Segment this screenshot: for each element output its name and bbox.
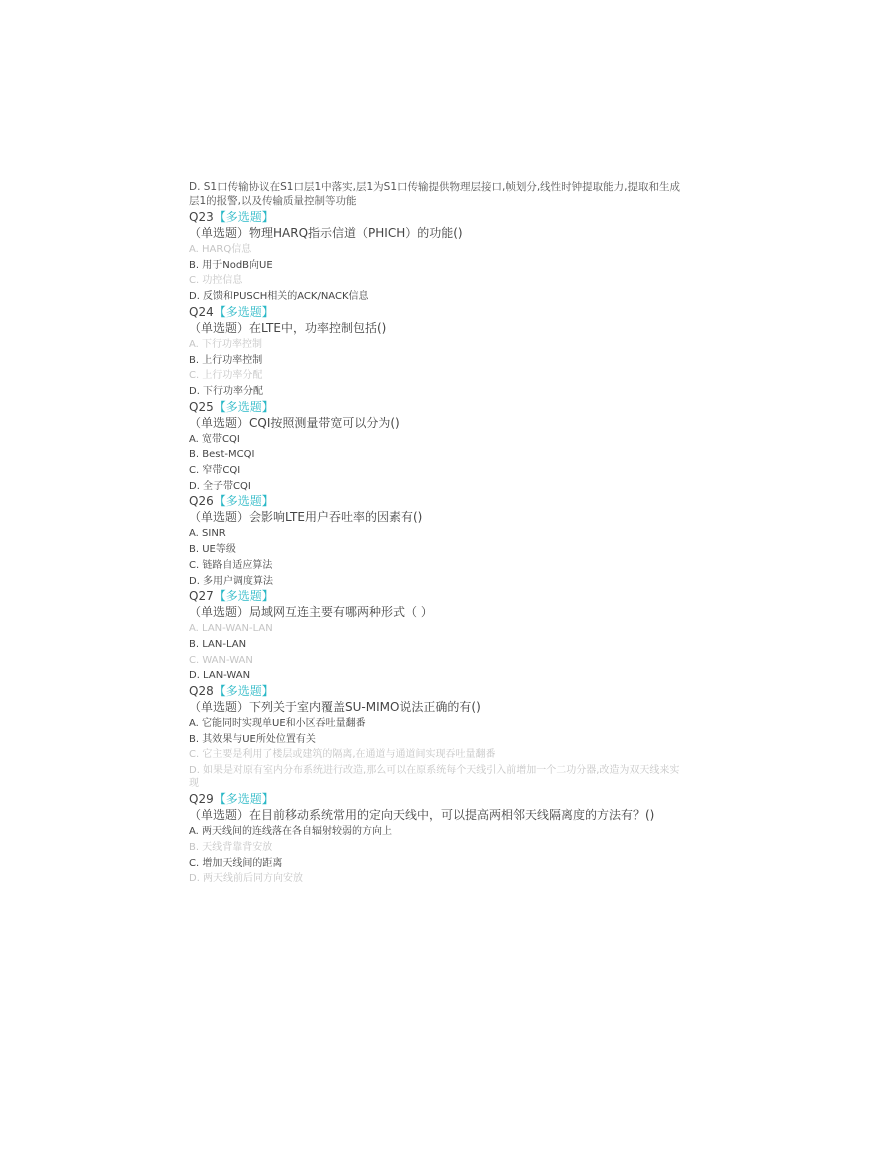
question-stem: （单选题）物理HARQ指示信道（PHICH）的功能() [189, 226, 463, 240]
answer-option: C. 功控信息 [189, 275, 243, 287]
question-type-label: 【多选题】 [213, 210, 274, 224]
answer-option: A. LAN-WAN-LAN [189, 623, 273, 635]
question-type-label: 【多选题】 [213, 792, 274, 807]
answer-option: A. 它能同时实现单UE和小区吞吐量翻番 [189, 718, 366, 730]
question-header [189, 589, 689, 605]
question-stem: （单选题）下列关于室内覆盖SU-MIMO说法正确的有() [189, 700, 481, 715]
answer-option: B. 其效果与UE所处位置有关 [189, 733, 316, 745]
question-number: Q24 [189, 304, 214, 319]
question-stem: （单选题）在目前移动系统常用的定向天线中，可以提高两相邻天线隔离度的方法有？() [189, 808, 655, 823]
question-stem: （单选题）局域网互连主要有哪两种形式（ ） [189, 605, 433, 620]
answer-option: B. LAN-LAN [189, 638, 247, 650]
question-block [189, 494, 689, 589]
question-type-label: 【多选题】 [213, 589, 274, 604]
answer-option: C. 链路自适应算法 [189, 559, 273, 571]
question-number: Q26 [189, 494, 214, 509]
document-body [189, 181, 689, 887]
answer-option: D. 反馈和PUSCH相关的ACK/NACK信息 [189, 291, 369, 303]
question-header [189, 792, 689, 808]
question-block [189, 400, 689, 495]
question-block [189, 210, 689, 305]
answer-option: A. 宽带CQI [189, 433, 240, 445]
question-stem: （单选题）会影响LTE用户吞吐率的因素有() [189, 510, 423, 525]
answer-option: A. SINR [189, 528, 226, 540]
question-header [189, 305, 689, 321]
question-number: Q29 [189, 792, 214, 807]
answer-option: C. 增加天线间的距离 [189, 857, 283, 869]
answer-option: C. WAN-WAN [189, 654, 253, 666]
answer-option: B. 上行功率控制 [189, 354, 263, 366]
answer-option: A. 两天线间的连线落在各自辐射较弱的方向上 [189, 826, 393, 838]
question-number: Q28 [189, 684, 214, 699]
answer-option: D. 下行功率分配 [189, 385, 264, 397]
answer-option: C. 上行功率分配 [189, 370, 263, 382]
answer-option: C. 窄带CQI [189, 465, 241, 477]
question-number: Q23 [189, 210, 214, 224]
answer-option: D. 如果是对原有室内分布系统进行改造,那么可以在原系统每个天线引入前增加一个二功分器,改造为双天线来实现 [189, 765, 680, 790]
lead-option-text: D. S1口传输协议在S1口层1中落实,层1为S1口传输提供物理层接口,帧划分,线性时钟提取能力,提取和生成层1的报警,以及传输质量控制等功能 [189, 181, 681, 207]
answer-option: A. 下行功率控制 [189, 338, 263, 350]
question-type-label: 【多选题】 [213, 399, 274, 414]
question-block [189, 305, 689, 400]
answer-option: A. HARQ信息 [189, 244, 252, 255]
answer-option: B. Best-MCQI [189, 449, 255, 461]
question-type-label: 【多选题】 [213, 494, 274, 509]
answer-option: D. 全子带CQI [189, 480, 251, 492]
question-header [189, 684, 689, 700]
question-list [189, 210, 689, 887]
question-block [189, 589, 689, 684]
question-type-label: 【多选题】 [213, 684, 274, 699]
question-type-label: 【多选题】 [213, 304, 274, 319]
answer-option: D. 两天线前后同方向安放 [189, 873, 304, 885]
answer-option: B. 用于NodB向UE [189, 259, 273, 271]
question-header [189, 210, 689, 226]
answer-option: D. LAN-WAN [189, 670, 251, 682]
question-number: Q25 [189, 399, 214, 414]
question-block [189, 684, 689, 792]
question-number: Q27 [189, 589, 214, 604]
question-header [189, 400, 689, 416]
answer-option: B. UE等级 [189, 544, 236, 556]
question-stem: （单选题）在LTE中，功率控制包括() [189, 320, 387, 335]
answer-option: B. 天线背靠背安放 [189, 841, 273, 853]
answer-option: C. 它主要是利用了楼层或建筑的隔离,在通道与通道间实现吞吐量翻番 [189, 749, 496, 761]
question-stem: （单选题）CQI按照测量带宽可以分为() [189, 415, 400, 430]
answer-option: D. 多用户调度算法 [189, 575, 274, 587]
question-block [189, 792, 689, 887]
question-header [189, 494, 689, 510]
